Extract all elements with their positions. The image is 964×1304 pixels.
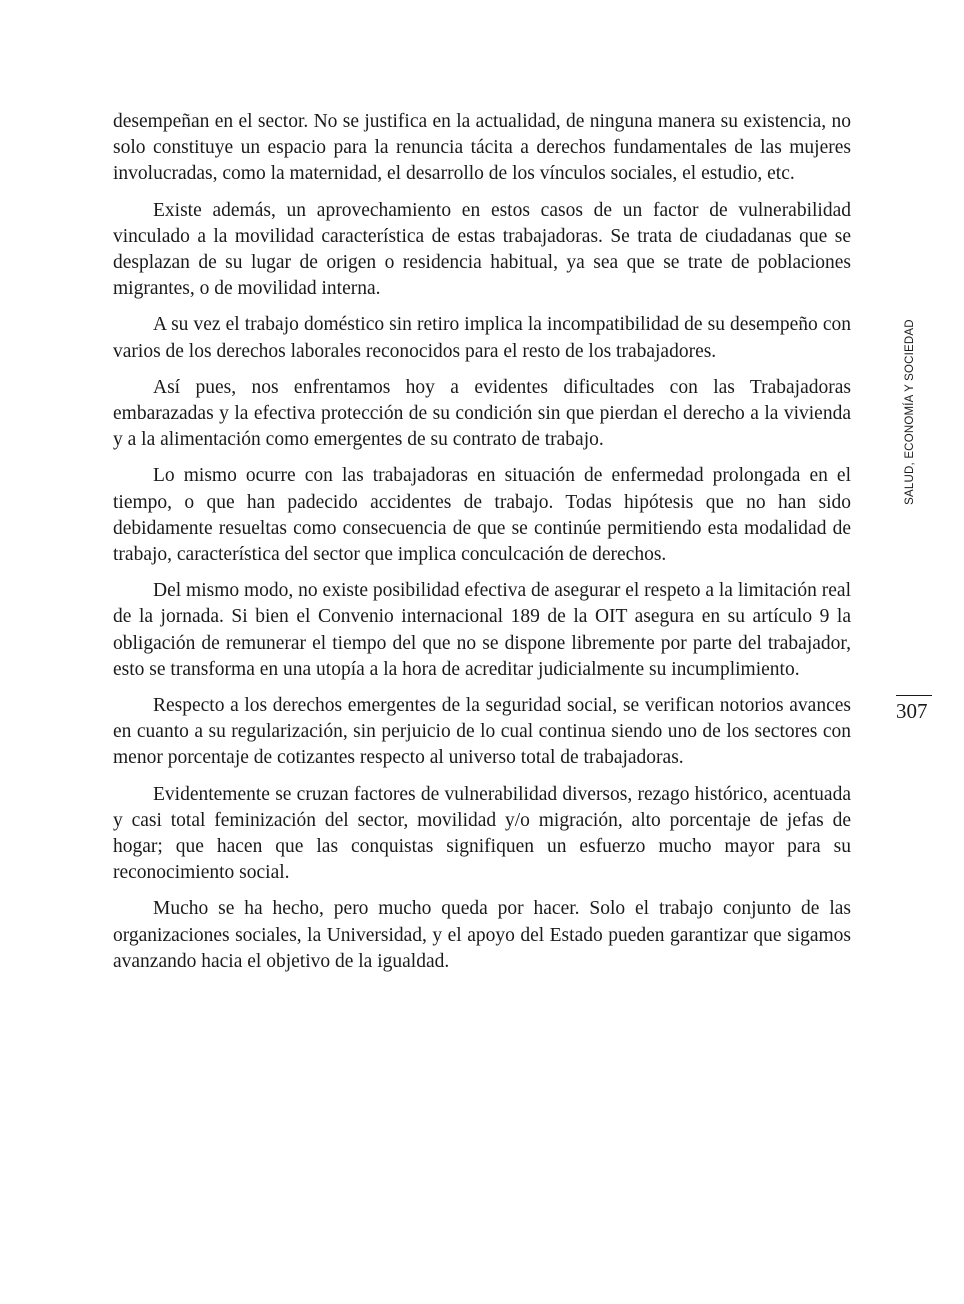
paragraph: Existe además, un aprovechamiento en estos casos de un factor de vulnerabilidad vinculado a la movilidad característica de estas trabajadoras. Se trata de ciudadanas que se desplazan de su lugar de origen o residencia habitual, ya sea que se trate de poblaciones migrantes, o de movilidad interna. xyxy=(113,199,851,300)
page-number-rule xyxy=(896,695,932,696)
paragraph-continuation: desempeñan en el sector. No se justifica en la actualidad, de ninguna manera su existencia, no solo constituye un espacio para la renuncia tácita a derechos fundamentales de las mujeres involucradas, como la maternidad, el desarrollo de los vínculos sociales, el estudio, etc. xyxy=(113,111,851,185)
running-header: SALUD, ECONOMÍA Y SOCIEDAD xyxy=(904,319,916,505)
paragraph: Lo mismo ocurre con las trabajadoras en situación de enfermedad prolongada en el tiempo, o que han padecido accidentes de trabajo. Todas hipótesis que no han sido debidamente resueltas como consecuencia de que se continúe permitiendo esta modalidad de trabajo, característica del sector que implica conculcación de derechos. xyxy=(113,465,851,566)
paragraph: Mucho se ha hecho, pero mucho queda por hacer. Solo el trabajo conjunto de las organizaciones sociales, la Universidad, y el apoyo del Estado pueden garantizar que sigamos avanzando hacia el objetivo de la igualdad. xyxy=(113,898,851,972)
paragraph: A su vez el trabajo doméstico sin retiro implica la incompatibilidad de su desempeño con varios de los derechos laborales reconocidos para el resto de los trabajadores. xyxy=(113,314,851,362)
paragraph: Evidentemente se cruzan factores de vulnerabilidad diversos, rezago histórico, acentuada y casi total feminización del sector, movilidad y/o migración, alto porcentaje de jefas de hogar; que hacen que las conquistas signifiquen un esfuerzo mucho mayor para su reconocimiento social. xyxy=(113,783,851,884)
paragraph: Del mismo modo, no existe posibilidad efectiva de asegurar el respeto a la limitación real de la jornada. Si bien el Convenio internacional 189 de la OIT asegura en su artículo 9 la obligación de remunerar el tiempo del que no se dispone libremente por parte del trabajador, esto se transforma en una utopía a la hora de acreditar judicialmente su incumplimiento. xyxy=(113,580,851,680)
paragraph: Respecto a los derechos emergentes de la seguridad social, se verifican notorios avances en cuanto a su regularización, sin perjuicio de lo cual continua siendo uno de los sectores con menor porcentaje de cotizantes respecto al universo total de trabajadoras. xyxy=(113,695,851,769)
paragraph: Así pues, nos enfrentamos hoy a evidentes dificultades con las Trabajadoras embarazadas y la efectiva protección de su condición sin que pierdan el derecho a la vivienda y a la alimentación como emergentes de su contrato de trabajo. xyxy=(113,376,851,451)
page-number: 307 xyxy=(896,699,928,723)
body-text xyxy=(113,109,851,985)
